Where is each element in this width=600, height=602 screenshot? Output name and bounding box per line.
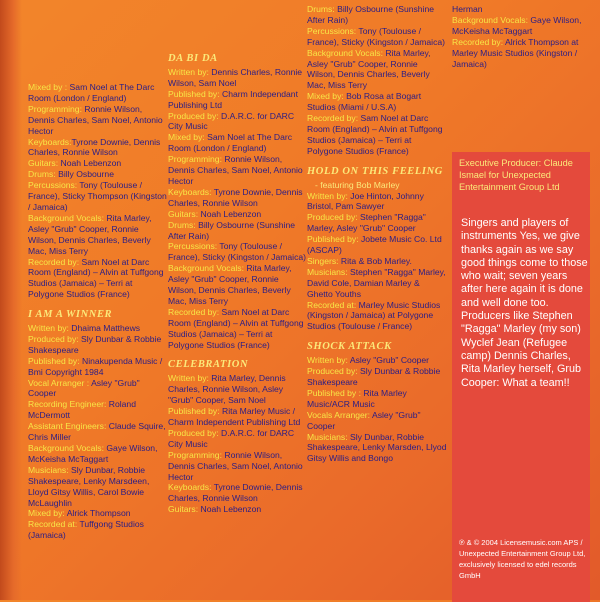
credit-entry: Percussions: Tony (Toulouse / France), Sticky (Kingston / Jamaica) xyxy=(168,241,307,263)
credits-list xyxy=(307,4,447,157)
credit-entry: Keyboards: Tyrone Downie, Dennis Charles, Ronnie Wilson xyxy=(168,482,303,504)
credit-entry: Recorded by: Sam Noel at Darc Room (England) – Alvin at Tuffgong Studios (Jamaica) – Terri at Polygone Studios (France) xyxy=(28,256,164,300)
credit-entry: Recorded at: Marley Music Studios (Kingston / Jamaica) at Polygone Studios (Toulouse / France) xyxy=(307,299,441,332)
credit-entry: Recording Engineer: Roland McDermott xyxy=(28,399,136,421)
credit-entry: Recorded at: Tuffgong Studios (Jamaica) xyxy=(28,519,144,541)
credits-list xyxy=(307,191,447,333)
copyright-notice: ℗ & © 2004 Licensemusic.com APS / Unexpected Entertainment Group Ltd, exclusively licensed to edel records GmbH xyxy=(459,538,586,580)
song-title: I AM A WINNER xyxy=(28,309,113,321)
credit-entry: Herman xyxy=(452,4,483,14)
credit-entry: Published by: Jobete Music Co. Ltd (ASCAP) xyxy=(307,234,442,256)
credit-entry: Mixed by: Sam Noel at The Darc Room (London / England) xyxy=(168,132,293,154)
credit-entry: Published by : Rita Marley Music/ACR Music xyxy=(307,387,407,409)
credits-list xyxy=(28,323,168,541)
credit-entry: Drums: Billy Osbourne (Sunshine After Rain) xyxy=(307,4,435,25)
credit-entry: Written by: Joe Hinton, Johnny Bristol, Pam Sawyer xyxy=(307,190,424,212)
credit-entry: Musicians: Sly Dunbar, Robbie Shakespeare, Lenky Marsdeen, Lloyd Gitsy Willis, Carol Bowie McLaughlin xyxy=(28,464,150,508)
credit-entry: Vocals Arranger: Asley "Grub" Cooper xyxy=(307,409,421,431)
executive-producer-panel xyxy=(452,152,590,602)
credit-entry: Recorded by: Alrick Thompson at Marley Music Studios (Kingston / Jamaica) xyxy=(452,36,579,69)
credit-entry: Background Vocals: Rita Marley, Asley "Grub" Cooper, Ronnie Wilson, Dennis Charles, Beverly Mac, Miss Terry xyxy=(168,263,292,306)
credit-entry: Drums: Billy Osbourne (Sunshine After Rain) xyxy=(168,219,296,241)
song-title: HOLD ON THIS FEELING xyxy=(307,165,443,177)
featuring-note: - featuring Bob Marley xyxy=(315,179,400,190)
credits-list xyxy=(168,67,308,351)
credit-entry: Singers: Rita & Bob Marley. xyxy=(307,255,412,266)
credit-entry: Written by: Dennis Charles, Ronnie Wilson, Sam Noel xyxy=(168,66,303,88)
credit-entry: Drums: Billy Osbourne xyxy=(28,169,114,180)
credit-entry: Keyboards:Tyrone Downie, Dennis Charles, Ronnie Wilson xyxy=(28,136,161,158)
credit-entry: Guitars: Noah Lebenzon xyxy=(168,504,262,515)
credit-entry: Programming: Ronnie Wilson, Dennis Charles, Sam Noel, Antonio Hector xyxy=(168,154,303,186)
song-title: CELEBRATION xyxy=(168,359,249,371)
credit-entry: Keyboards: Tyrone Downie, Dennis Charles, Ronnie Wilson xyxy=(168,186,303,208)
credits-list xyxy=(307,355,447,464)
credit-entry: Published by: Charm Independant Publishing Ltd xyxy=(168,88,298,110)
credit-entry: Assistant Engineers: Claude Squire, Chris Miller xyxy=(28,421,166,443)
credit-entry: Mixed by: Alrick Thompson xyxy=(28,508,131,519)
credit-entry: Guitars: Noah Lebenzon xyxy=(168,208,262,219)
credit-entry: Produced by: Stephen "Ragga" Marley, Asley "Grub" Cooper xyxy=(307,212,426,234)
song-title: SHOCK ATTACK xyxy=(307,341,392,353)
credit-entry: Background Vocals: Rita Marley, Asley "Grub" Cooper, Ronnie Wilson, Dennis Charles, Beverly Mac, Miss Terry xyxy=(307,47,431,91)
credit-entry: Background Vocals: Rita Marley, Asley "Grub" Cooper, Ronnie Wilson, Dennis Charles, Beverly Mac, Miss Terry xyxy=(28,212,152,256)
credits-list xyxy=(168,373,308,515)
booklet-spine xyxy=(0,0,22,600)
song-title: DA BI DA xyxy=(168,53,218,64)
credit-entry: Written by: Asley "Grub" Cooper xyxy=(307,355,430,366)
credit-entry: Background Vocals: Gaye Wilson, McKeisha McTaggart xyxy=(452,14,582,36)
credit-entry: Percussions: Tony (Toulouse / France), Sticky Thompson (Kingston / Jamaica) xyxy=(28,180,167,212)
credits-list xyxy=(452,4,592,69)
credit-entry: Written by: Rita Marley, Dennis Charles, Ronnie Wilson, Asley "Grub" Cooper, Sam Noel xyxy=(168,373,286,406)
credit-entry: Musicians: Sly Dunbar, Robbie Shakespeare, Lenky Marsden, Llyod Gitsy Willis and Bongo xyxy=(307,431,447,464)
credit-entry: Published by: Ninakupenda Music / Bmi Copyright 1984 xyxy=(28,355,163,377)
credit-entry: Recorded by: Sam Noel at Darc Room (England) – Alvin at Tuffgong Studios (Jamaica) – Terri at Polygone Studios (France) xyxy=(307,113,443,156)
credits-list xyxy=(28,82,168,300)
credit-entry: Recorded by: Sam Noel at Darc Room (England) – Alvin at Tuffgong Studios (Jamaica) – Terri at Polygone Studios (France) xyxy=(168,306,304,350)
credit-entry: Published by: Rita Marley Music / Charm Independent Publishing Ltd xyxy=(168,406,301,427)
credits-column-4 xyxy=(452,4,592,69)
credit-entry: Mixed by : Sam Noel at The Darc Room (London / England) xyxy=(28,82,155,103)
credit-entry: Programming: Ronnie Wilson, Dennis Charles, Sam Noel, Antonio Hector xyxy=(168,449,303,482)
credits-column-3 xyxy=(307,4,447,464)
credit-entry: Guitars: Noah Lebenzon xyxy=(28,158,122,169)
liner-note-poem: Singers and players of instruments Yes, we give thanks again as we say good things come to those who wait; seven years after here again it is done and well done too. Producers like Stephen "Ragga" Marley (my son) Wyclef Jean (Refugee camp) Dennis Charles, Rita Marley herself, Grub Cooper: What a team!! xyxy=(461,217,588,389)
credit-entry: Produced by: D.A.R.C. for DARC City Music xyxy=(168,427,295,449)
credit-entry: Produced by: Sly Dunbar & Robbie Shakespeare xyxy=(307,366,441,387)
credits-column-1 xyxy=(28,82,168,541)
credit-entry: Musicians: Stephen "Ragga" Marley, David Cole, Damian Marley & Ghetto Youths xyxy=(307,266,446,299)
credit-entry: Background Vocals: Gaye Wilson, McKeisha McTaggart xyxy=(28,443,158,464)
credit-entry: Percussions: Tony (Toulouse / France), Sticky (Kingston / Jamaica) xyxy=(307,25,446,47)
credits-column-2 xyxy=(168,54,308,515)
credit-entry: Written by: Dhaima Matthews xyxy=(28,323,141,334)
executive-producer-credit: Executive Producer: Claude Ismael for Unexpected Entertainment Group Ltd xyxy=(459,158,573,192)
credit-entry: Produced by: D.A.R.C. for DARC City Music xyxy=(168,110,295,132)
credit-entry: Vocal Arranger : Asley "Grub" Cooper xyxy=(28,377,140,399)
credit-entry: Produced by: Sly Dunbar & Robbie Shakespeare xyxy=(28,333,162,355)
credit-entry: Mixed by: Bob Rosa at Bogart Studios (Miami / U.S.A) xyxy=(307,91,422,113)
credit-entry: Programming: Ronnie Wilson, Dennis Charles, Sam Noel, Antonio Hector xyxy=(28,103,163,136)
